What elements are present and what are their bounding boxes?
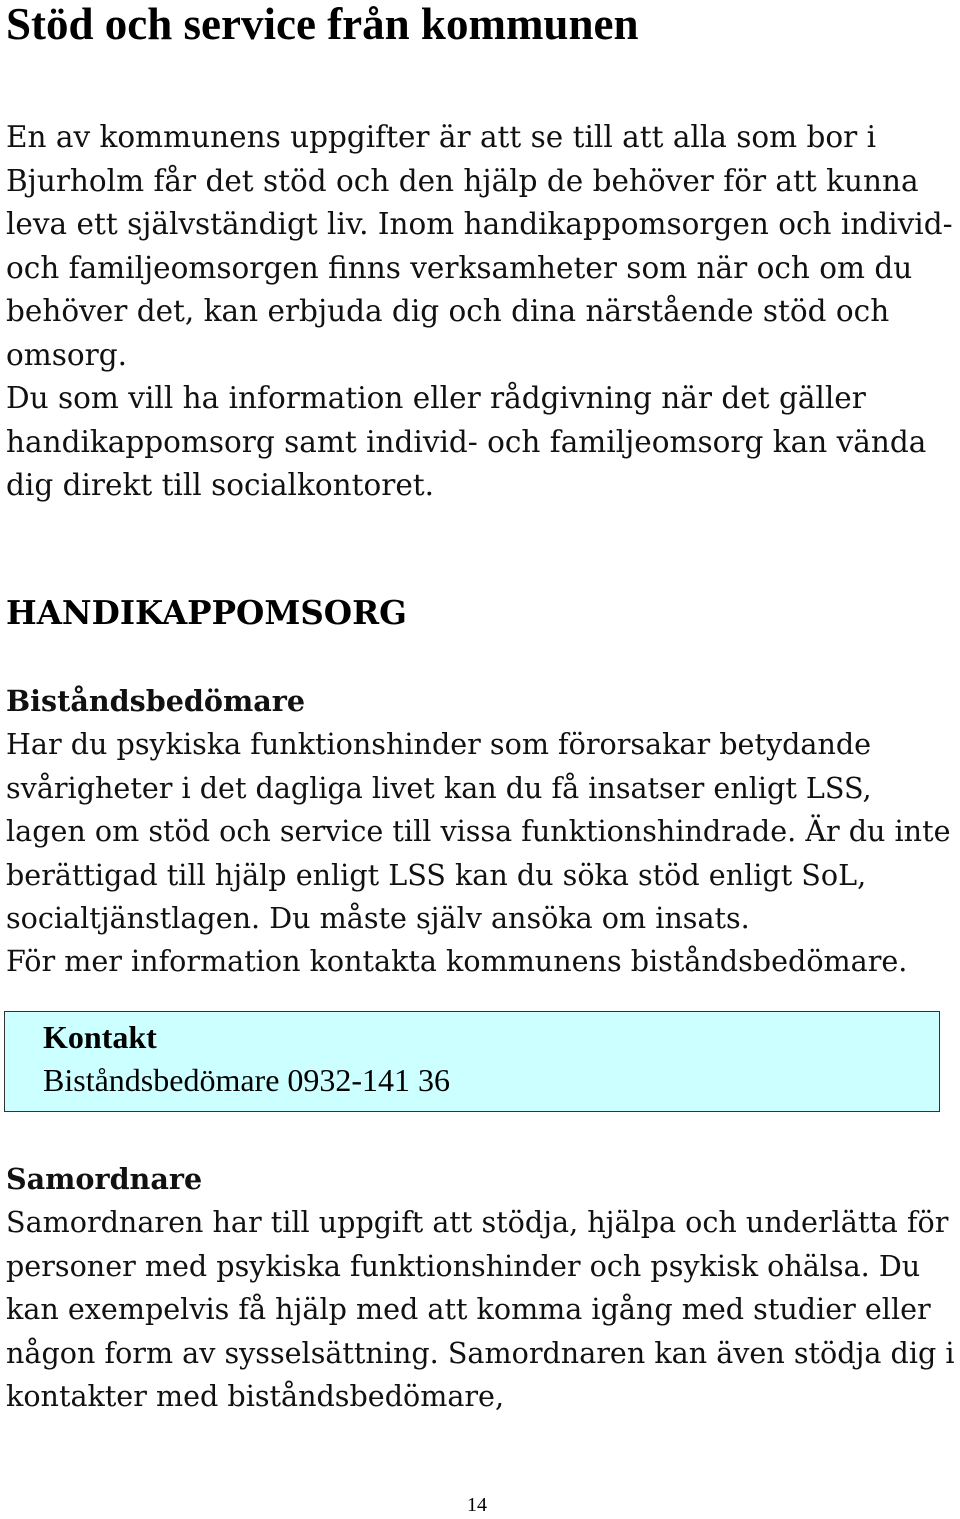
samordnare-heading: Samordnare: [6, 1162, 203, 1196]
intro-paragraph-contact-info: Du som vill ha information eller rådgivning när det gäller handikappomsorg samt individ- och familjeomsorg kan vända dig direkt till socialkontoret.: [6, 381, 927, 502]
contact-label: Kontakt: [43, 1019, 157, 1055]
bistandsbedomare-section: [6, 680, 958, 984]
section-heading: HANDIKAPPOMSORG: [6, 593, 407, 632]
page-title: Stöd och service från kommunen: [6, 0, 639, 49]
intro-section: [6, 116, 956, 508]
contact-box: [4, 1011, 940, 1112]
bistandsbedomare-more-info: För mer information kontakta kommunens biståndsbedömare.: [6, 944, 908, 979]
bistandsbedomare-body: Har du psykiska funktionshinder som förorsakar betydande svårigheter i det dagliga livet kan du få insatser enligt LSS, lagen om stöd och service till vissa funktionshindrade. Är du inte berättigad till hjälp enligt LSS kan du söka stöd enligt SoL, socialtjänstlagen. Du måste själv ansöka om insats.: [6, 727, 951, 936]
bistandsbedomare-heading: Biståndsbedömare: [6, 684, 306, 718]
page-number: 14: [467, 1494, 487, 1516]
contact-phone: Biståndsbedömare 0932-141 36: [43, 1062, 451, 1098]
intro-paragraph: En av kommunens uppgifter är att se till att alla som bor i Bjurholm får det stöd och den hjälp de behöver för att kunna leva ett självständigt liv. Inom handikappomsorgen och individ- och familjeomsorgen finns verksamheter som när och om du behöver det, kan erbjuda dig och dina närstående stöd och omsorg.: [6, 120, 953, 372]
samordnare-section: [6, 1158, 958, 1418]
samordnare-body: Samordnaren har till uppgift att stödja, hjälpa och underlätta för personer med psykiska funktionshinder och psykisk ohälsa. Du kan exempelvis få hjälp med att komma igång med studier eller någon form av sysselsättning. Samordnaren kan även stödja dig i kontakter med biståndsbedömare,: [6, 1205, 955, 1414]
